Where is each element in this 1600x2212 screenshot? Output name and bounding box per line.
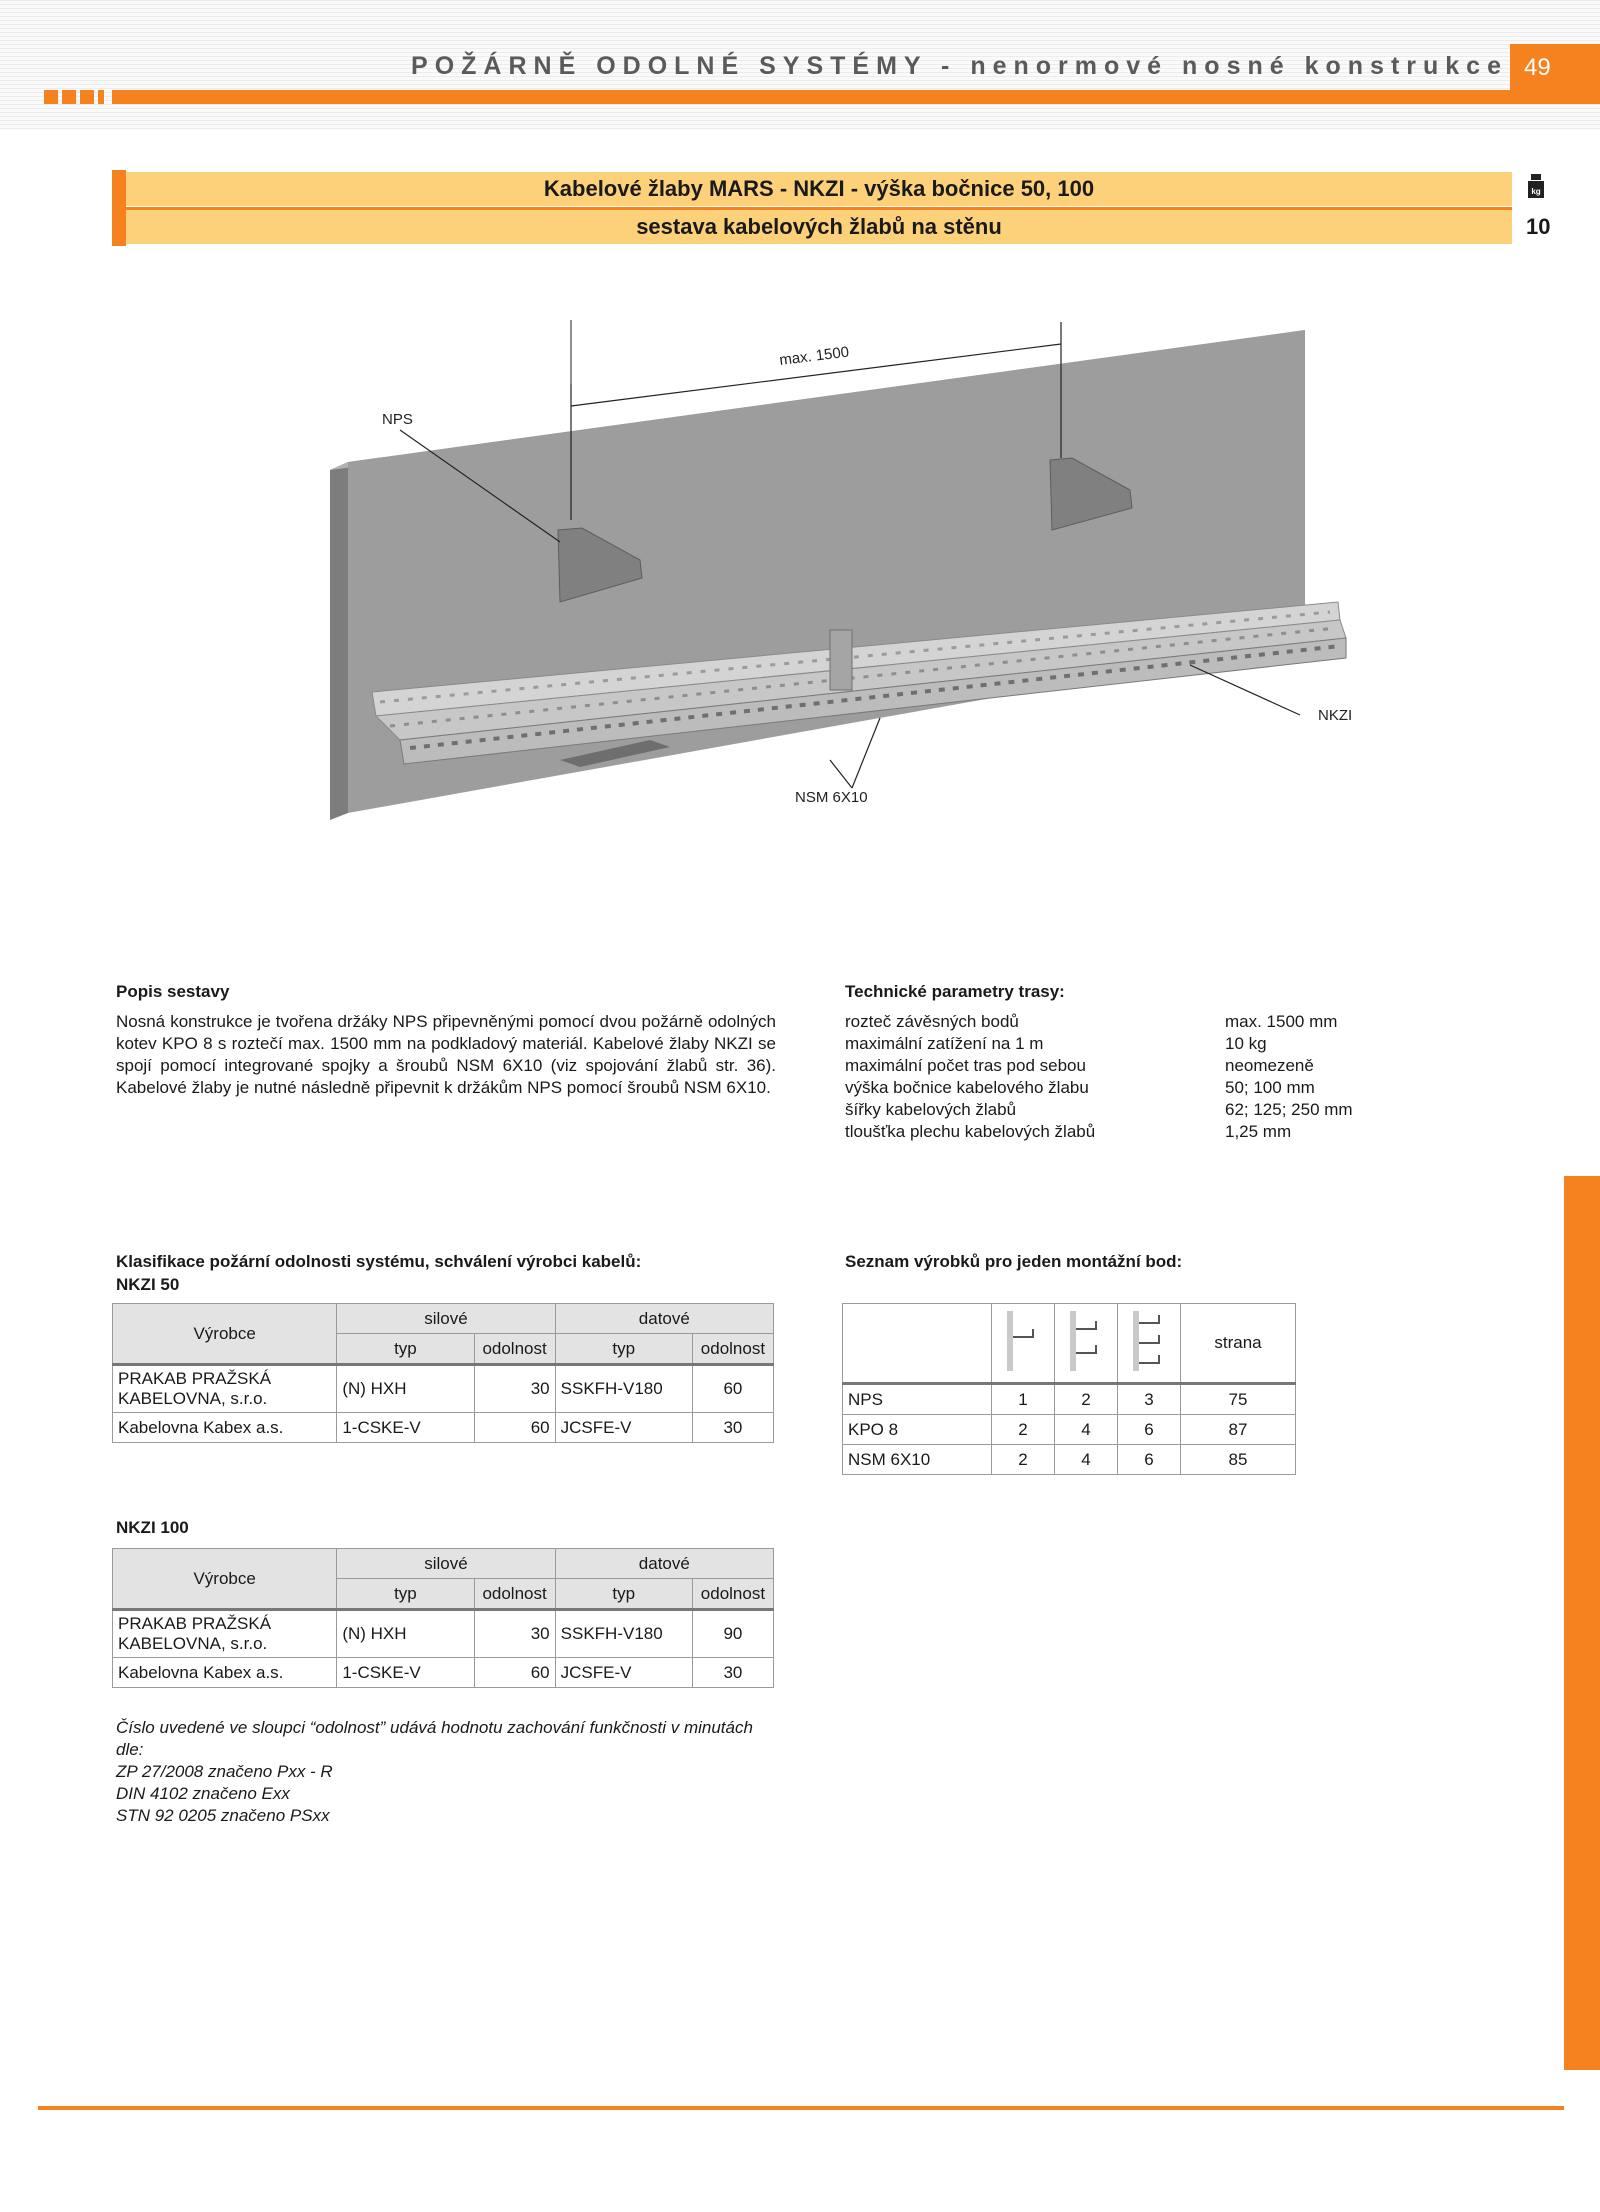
table-row: Kabelovna Kabex a.s. 1-CSKE-V 60 JCSFE-V 30 — [113, 1658, 774, 1688]
tech-row: šířky kabelových žlabů 62; 125; 250 mm — [845, 1100, 1353, 1119]
products-blank — [843, 1304, 992, 1384]
tech-row: rozteč závěsných bodů max. 1500 mm — [845, 1012, 1338, 1031]
tech-row: tloušťka plechu kabelových žlabů 1,25 mm — [845, 1122, 1292, 1141]
tech-row: maximální zatížení na 1 m 10 kg — [845, 1034, 1267, 1053]
header-square — [80, 90, 94, 104]
tech-row: výška bočnice kabelového žlabu 50; 100 mm — [845, 1078, 1315, 1097]
table-row: Kabelovna Kabex a.s. 1-CSKE-V 60 JCSFE-V 30 — [113, 1413, 774, 1443]
header-square — [98, 90, 104, 104]
label-nkzi: NKZI — [1318, 707, 1353, 724]
page-number: 49 — [1510, 44, 1600, 104]
table-row: NSM 6X10 2 4 6 85 — [843, 1445, 1296, 1475]
side-accent-bar — [1564, 1176, 1600, 2070]
weight-value: 10 — [1526, 214, 1551, 239]
table-row: PRAKAB PRAŽSKÁ KABELOVNA, s.r.o. (N) HXH 30 SSKFH-V180 60 — [113, 1365, 774, 1413]
footnote: Číslo uvedené ve sloupci “odolnost” udává hodnotu zachování funkčnosti v minutách dle: ZP 27/2008 značeno Pxx - R DIN 4102 značeno Exx STN 92 0205 značeno PSxx — [116, 1718, 753, 1825]
tech-heading: Technické parametry trasy: — [845, 982, 1065, 1001]
table-title-nkzi100: NKZI 100 — [116, 1518, 189, 1537]
description-text: Nosná konstrukce je tvořena držáky NPS připevněnými pomocí dvou požárně odolných kotev KPO 8 s roztečí max. 1500 mm na podkladový materiál. Kabelové žlaby NKZI se spojí pomocí integrované spojky a šroubů NSM 6X10 (viz spojování žlabů str. 36). Kabelové žlaby je nutné následně připevnit k držákům NPS pomocí šroubů NSM 6X10. — [116, 1012, 776, 1097]
header-square — [62, 90, 76, 104]
header-square — [44, 90, 58, 104]
one-tray-icon — [1003, 1311, 1043, 1371]
description-heading: Popis sestavy — [116, 982, 230, 1001]
classification-table-nkzi100: Výrobce silové datové typ odolnost typ odolnost PRAKAB PRAŽSKÁ KABELOVNA, s.r.o. (N) HXH 30 SSKFH-V180 90 Kabelovna Kabex a.s. 1-CSKE-V 60 JCSFE-V 30 — [112, 1548, 774, 1688]
col-strana: strana — [1181, 1304, 1296, 1384]
three-trays-icon — [1129, 1311, 1169, 1371]
dimension-label: max. 1500 — [778, 343, 851, 369]
header-rule — [112, 90, 1600, 104]
table-row: NPS 1 2 3 75 — [843, 1384, 1296, 1415]
classification-table-nkzi50: Výrobce silové datové typ odolnost typ odolnost PRAKAB PRAŽSKÁ KABELOVNA, s.r.o. (N) HXH 30 SSKFH-V180 60 Kabelovna Kabex a.s. 1-CSKE-V 60 JCSFE-V 30 — [112, 1303, 774, 1443]
table-row: PRAKAB PRAŽSKÁ KABELOVNA, s.r.o. (N) HXH 30 SSKFH-V180 90 — [113, 1610, 774, 1658]
tech-params-list — [845, 1011, 1425, 1143]
two-trays-icon — [1066, 1311, 1106, 1371]
products-table — [842, 1303, 1296, 1475]
banner-title: Kabelové žlaby MARS - NKZI - výška bočnice 50, 100 — [126, 172, 1512, 206]
tech-row: maximální počet tras pod sebou neomezeně — [845, 1056, 1314, 1075]
products-heading: Seznam výrobků pro jeden montážní bod: — [845, 1252, 1183, 1271]
wall-side — [330, 462, 348, 820]
classification-heading: Klasifikace požární odolnosti systému, schválení výrobci kabelů: — [116, 1252, 642, 1271]
table-title-nkzi50: NKZI 50 — [116, 1275, 180, 1294]
table-row: KPO 8 2 4 6 87 — [843, 1415, 1296, 1445]
tray-joint — [830, 630, 852, 690]
label-nsm: NSM 6X10 — [795, 789, 868, 806]
label-nps: NPS — [382, 411, 413, 428]
header-title: POŽÁRNĚ ODOLNÉ SYSTÉMY - nenormové nosné konstrukce — [411, 52, 1508, 80]
banner-subtitle: sestava kabelových žlabů na stěnu — [126, 210, 1512, 244]
footer-rule — [38, 2106, 1564, 2110]
assembly-figure — [320, 320, 1360, 840]
kg-weight-icon — [1528, 174, 1544, 198]
banner-accent — [112, 170, 126, 246]
svg-text:kg: kg — [1531, 187, 1541, 196]
